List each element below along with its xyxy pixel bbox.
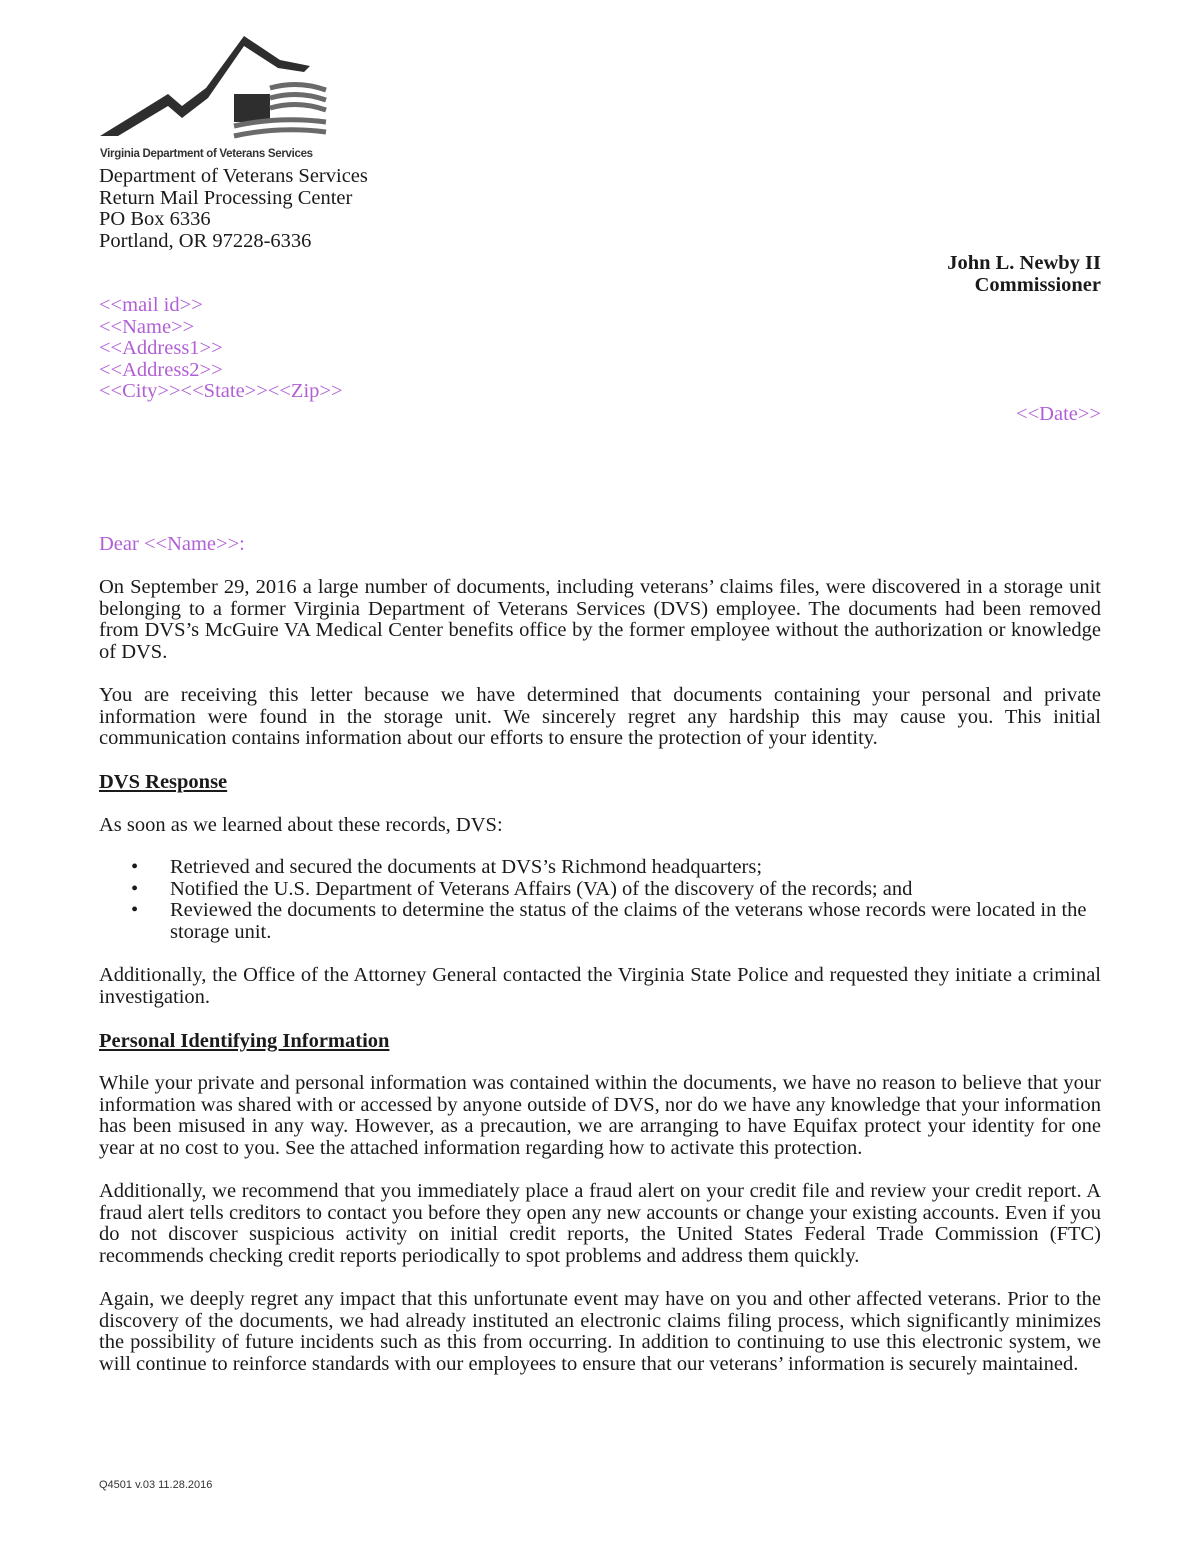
- merge-field-date: <<Date>>: [1016, 403, 1101, 425]
- heading-personal-identifying-information: Personal Identifying Information: [99, 1030, 390, 1052]
- paragraph-equifax-protection: While your private and personal information was contained within the documents, we have no reason to believe that your information was shared with or accessed by anyone outside of DVS, nor do we have any knowledge that your information has been misused in any way. However, as a precaution, we are arranging to have Equifax protect your identity for one year at no cost to you. See the attached information regarding how to activate this protection.: [99, 1072, 1101, 1159]
- signer-name: John L. Newby II: [947, 252, 1101, 274]
- recipient-address: [99, 295, 343, 403]
- form-code: Q4501 v.03 11.28.2016: [99, 1479, 213, 1491]
- merge-field-name: <<Name>>: [99, 315, 195, 338]
- list-item: • Retrieved and secured the documents at DVS’s Richmond headquarters;: [99, 857, 1101, 879]
- signer-title: Commissioner: [974, 273, 1101, 296]
- return-address: [99, 166, 368, 252]
- return-address-line: Return Mail Processing Center: [99, 186, 353, 209]
- paragraph-discovery: On September 29, 2016 a large number of documents, including veterans’ claims files, were discovered in a storage unit belonging to a former Virginia Department of Veterans Services (DVS) employee. The documents had been removed from DVS’s McGuire VA Medical Center benefits office by the former employee without the authorization or knowledge of DVS.: [99, 576, 1101, 663]
- merge-field-address1: <<Address1>>: [99, 337, 223, 360]
- list-item: • Reviewed the documents to determine the status of the claims of the veterans whose records were located in the storage unit.: [99, 900, 1101, 943]
- signer-block: [947, 253, 1101, 296]
- list-item: • Notified the U.S. Department of Veterans Affairs (VA) of the discovery of the records; and: [99, 879, 1101, 901]
- paragraph-investigation: Additionally, the Office of the Attorney General contacted the Virginia State Police and requested they initiate a criminal investigation.: [99, 964, 1101, 1008]
- dvs-mountain-flag-logo: [98, 32, 330, 144]
- paragraph-notification: You are receiving this letter because we have determined that documents containing your personal and private information were found in the storage unit. We sincerely regret any hardship this may cause you. This initial communication contains information about our efforts to ensure the protection of your identity.: [99, 684, 1101, 750]
- return-address-line: PO Box 6336: [99, 208, 211, 231]
- merge-field-city-state-zip: <<City>><<State>><<Zip>>: [99, 380, 343, 403]
- return-address-line: Department of Veterans Services: [99, 165, 368, 187]
- heading-dvs-response: DVS Response: [99, 771, 228, 793]
- merge-field-address2: <<Address2>>: [99, 358, 223, 381]
- merge-field-mail-id: <<mail id>>: [99, 294, 203, 316]
- paragraph-fraud-alert: Additionally, we recommend that you immediately place a fraud alert on your credit file and review your credit report. A fraud alert tells creditors to contact you before they open any new accounts or change your existing accounts. Even if you do not discover suspicious activity on initial credit reports, the United States Federal Trade Commission (FTC) recommends checking credit reports periodically to spot problems and address them quickly.: [99, 1180, 1101, 1267]
- return-address-line: Portland, OR 97228-6336: [99, 229, 312, 252]
- actions-list: [99, 857, 1101, 943]
- logo-caption: Virginia Department of Veterans Services: [100, 148, 313, 160]
- salutation: Dear <<Name>>:: [99, 533, 245, 555]
- paragraph-actions-intro: As soon as we learned about these records, DVS:: [99, 814, 503, 836]
- paragraph-closing: Again, we deeply regret any impact that this unfortunate event may have on you and other affected veterans. Prior to the discovery of the documents, we had already instituted an electronic claims filing process, which significantly minimizes the possibility of future incidents such as this from occurring. In addition to continuing to use this electronic system, we will continue to reinforce standards with our employees to ensure that our veterans’ information is securely maintained.: [99, 1288, 1101, 1375]
